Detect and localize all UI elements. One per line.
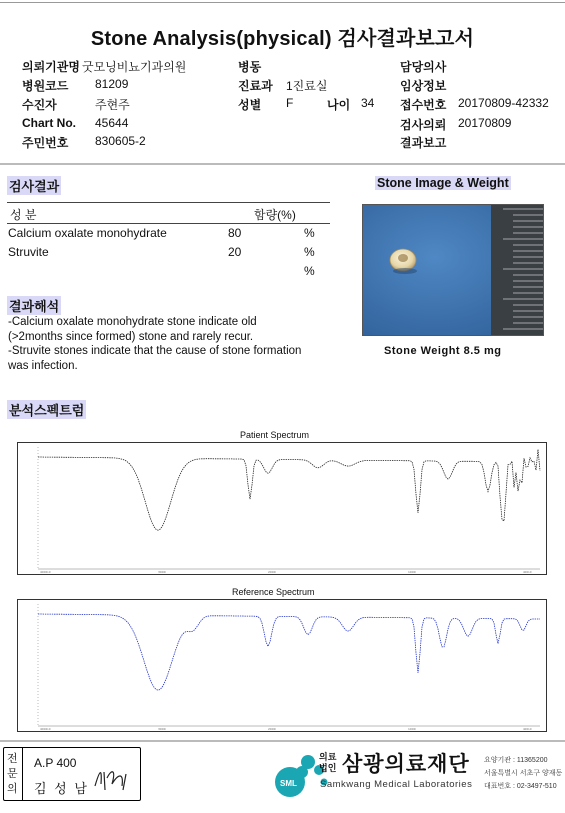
reference-spectrum-chart: [17, 599, 547, 732]
institution-value: 굿모닝비뇨기과의원: [82, 60, 187, 74]
ap-number: A.P 400: [34, 756, 77, 770]
request-label: 검사의뢰: [400, 118, 447, 132]
patient-spectrum-chart: [17, 442, 547, 575]
stone-weight: Stone Weight 8.5 mg: [384, 345, 502, 357]
patient-spectrum-trace: [38, 450, 540, 531]
interpretation-section-title: 결과해석: [7, 296, 61, 315]
receipt-value: 20170809-42332: [458, 96, 549, 110]
signature-box: [3, 747, 141, 801]
svg-text:3000: 3000: [158, 570, 166, 574]
sml-logo-text: SML: [280, 779, 297, 788]
svg-text:4000.0: 4000.0: [40, 570, 51, 574]
reference-spectrum-trace: [38, 614, 540, 690]
org-prefix-bottom: 법인: [319, 763, 337, 773]
contact-line: 요양기관 : 11365200: [484, 757, 548, 764]
clinical-label: 임상정보: [400, 79, 447, 93]
result-row-value: 20: [228, 245, 242, 259]
specialist-label: 전문의: [7, 753, 18, 795]
patient-value: 주현주: [95, 98, 130, 112]
hospital-code-value: 81209: [95, 77, 129, 91]
resident-no-label: 주민번호: [22, 136, 69, 150]
results-rule-header: [7, 223, 330, 224]
org-prefix: [319, 752, 336, 774]
dept-label: 진료과: [238, 79, 273, 93]
result-report-label: 결과보고: [400, 136, 447, 150]
stone-photo-graphic: [363, 205, 543, 335]
footer-divider: [0, 740, 565, 742]
stone-photo: [362, 204, 544, 336]
results-rule-top: [7, 202, 330, 203]
sex-value: F: [286, 96, 294, 110]
header-divider: [0, 163, 565, 165]
interpretation-text: [8, 315, 348, 373]
patient-spectrum-svg: [18, 443, 546, 574]
result-row-unit: %: [304, 264, 315, 278]
results-col-component: 성 분: [10, 208, 37, 222]
patient-spectrum-title: Patient Spectrum: [240, 430, 310, 440]
hospital-code-label: 병원코드: [22, 79, 69, 93]
interpretation-line: -Struvite stones indicate that the cause of stone formation: [8, 345, 302, 357]
resident-no-value: 830605-2: [95, 134, 146, 148]
svg-text:400.0: 400.0: [523, 570, 532, 574]
institution-label: 의뢰기관명: [22, 60, 80, 74]
doctor-name: 김 성 남: [34, 781, 89, 796]
interpretation-line: (>2months since formed) stone and rarely recur.: [8, 330, 254, 343]
svg-text:2000: 2000: [268, 727, 276, 731]
chart-no-value: 45644: [95, 116, 129, 130]
interpretation-line: was infection.: [8, 359, 78, 372]
ward-label: 병동: [238, 60, 262, 74]
interpretation-line: -Calcium oxalate monohydrate stone indicate old: [8, 316, 257, 328]
request-value: 20170809: [458, 116, 512, 130]
svg-text:400.0: 400.0: [523, 727, 532, 731]
age-label: 나이: [327, 98, 351, 112]
org-name: 삼광의료재단: [342, 753, 470, 776]
svg-text:4000.0: 4000.0: [40, 727, 51, 731]
patient-label: 수진자: [22, 98, 57, 112]
svg-text:1000: 1000: [408, 570, 416, 574]
org-prefix-top: 의료: [319, 752, 337, 762]
chart-no-label: Chart No.: [22, 116, 76, 130]
results-section-title: 검사결과: [7, 176, 61, 195]
receipt-label: 접수번호: [400, 98, 447, 112]
doctor-label: 담당의사: [400, 60, 447, 74]
top-border: [0, 2, 565, 3]
svg-text:1000: 1000: [408, 727, 416, 731]
reference-spectrum-svg: [18, 600, 546, 731]
sex-label: 성별: [238, 98, 262, 112]
dept-value: 1진료실: [286, 79, 328, 93]
spectrum-section-title: 분석스펙트럼: [7, 400, 86, 419]
contact-line: 서울특별시 서초구 양재동: [484, 770, 563, 777]
svg-text:3000: 3000: [158, 727, 166, 731]
result-row-name: Calcium oxalate monohydrate: [8, 226, 167, 240]
svg-text:2000: 2000: [268, 570, 276, 574]
result-row-name: Struvite: [8, 245, 49, 259]
stone-image-section-title: Stone Image & Weight: [377, 176, 509, 190]
signature-graphic: [92, 764, 136, 794]
result-row-unit: %: [304, 226, 315, 240]
contact-line: 대표번호 : 02-3497-510: [484, 783, 557, 790]
result-row-value: 80: [228, 226, 242, 240]
result-row-unit: %: [304, 245, 315, 259]
org-contact: [484, 754, 565, 793]
report-title: Stone Analysis(physical) 검사결과보고서: [90, 28, 475, 50]
results-col-content: 함량(%): [254, 208, 296, 222]
age-value: 34: [361, 96, 375, 110]
org-english-name: Samkwang Medical Laboratories: [320, 779, 473, 790]
reference-spectrum-title: Reference Spectrum: [232, 587, 315, 597]
